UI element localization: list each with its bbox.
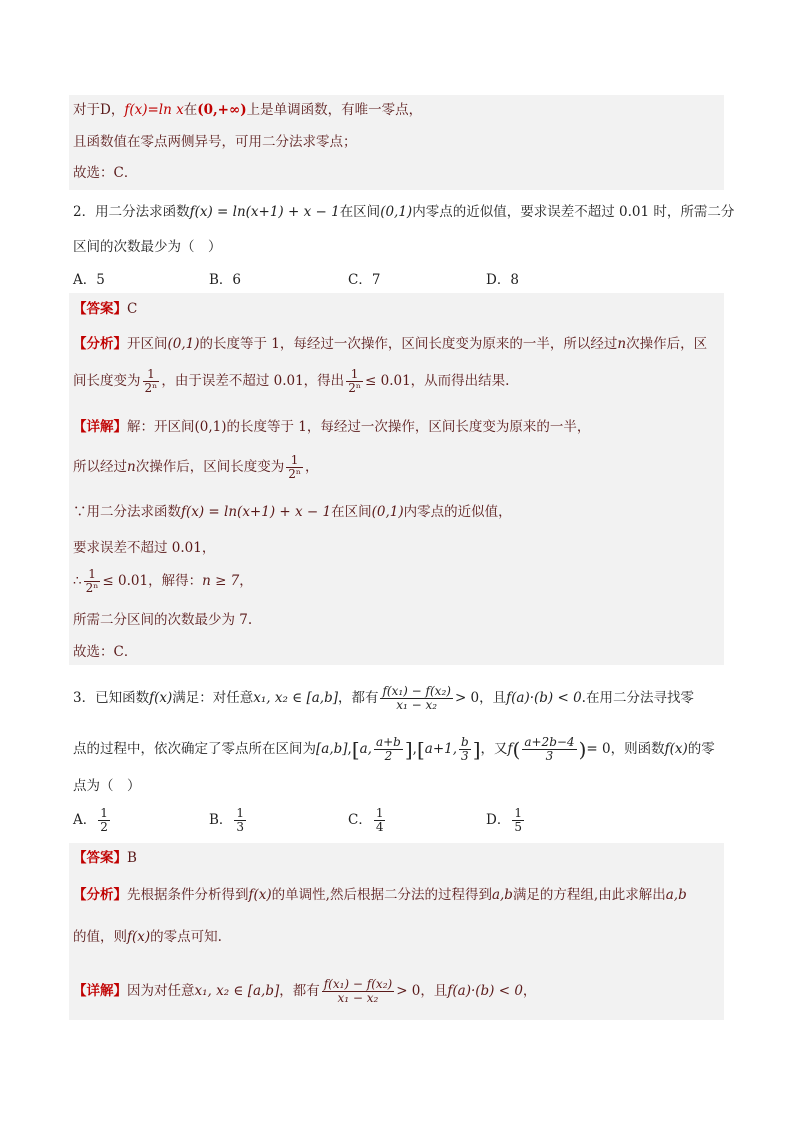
q2-detail-6: 所需二分区间的次数最少为 7. [73,612,253,628]
q3-option-c: C． $\frac{1}{4}$ [348,806,384,834]
q2-detail-2: 所以经过n次操作后，区间长度变为 $\frac{1}{\text{2ⁿ}}$ ， [73,453,319,481]
q2-detail-3: ∵用二分法求函数f(x) = ln(x+1) + x − 1在区间(0,1)内零点的近似值， [73,504,512,520]
q1-answer: 故选：C． [73,165,138,181]
q2-final: 故选：C． [73,644,138,660]
q3-stem-2: 点的过程中，依次确定了零点所在区间为[a,b],[a, $\frac{a+b}{2}$ ],[a+1, $\frac{b}{3}$ ]，又f( $\frac{a+2b-4}{3}$ )= 0，则函数f(x)的零 [73,735,715,763]
q1-line-1: 对于D，f(x)=ln x在(0,+∞)上是单调函数，有唯一零点， [73,102,423,118]
q3-option-a: A． $\frac{1}{2}$ [73,806,108,834]
q3-analysis-2: 的值，则f(x)的零点可知. [73,929,222,945]
q3-stem-1: 3．已知函数f(x)满足：对任意x₁, x₂ ∈ [a,b]，都有 $\frac{\text{f(x₁) − f(x₂)}}{\text{x₁ − x₂}}$ > 0，且f(a)·(b) < 0.在用二分法寻找零 [73,684,694,712]
q3-detail-1: 【详解】因为对任意x₁, x₂ ∈ [a,b]，都有 $\frac{\text{f(x₁) − f(x₂)}}{\text{x₁ − x₂}}$ > 0，且f(a)·(b) < 0， [73,977,537,1005]
q2-stem-2: 区间的次数最少为（ ） [73,239,222,255]
fraction: $\frac{b}{3}$ [461,735,469,763]
q3-option-d: D． $\frac{1}{5}$ [486,806,522,834]
fraction: $\frac{1}{\text{2ⁿ}}$ [144,367,158,395]
fraction: $\frac{1}{\text{2ⁿ}}$ [288,453,302,481]
q3-analysis-1: 【分析】先根据条件分析得到f(x)的单调性,然后根据二分法的过程得到a,b满足的方程组,由此求解出a,b [73,887,687,903]
fraction: $\frac{1}{\text{2ⁿ}}$ [85,567,99,595]
q2-option-d: D．8 [486,272,519,288]
q2-option-a: A．5 [73,272,105,288]
q2-detail-1: 【详解】解：开区间(0,1)的长度等于 1，每经过一次操作，区间长度变为原来的一半， [73,419,591,435]
q3-stem-3: 点为（ ） [73,778,141,794]
fraction: $\frac{\text{f(x₁) − f(x₂)}}{\text{x₁ − x₂}}$ [382,684,451,712]
fraction: $\frac{a+2b-4}{3}$ [524,735,575,763]
fraction: $\frac{\text{f(x₁) − f(x₂)}}{\text{x₁ − x₂}}$ [323,977,393,1005]
q2-detail-4: 要求误差不超过 0.01， [73,540,216,556]
q1-line-2: 且函数值在零点两侧异号，可用二分法求零点； [73,134,357,150]
fraction: $\frac{1}{\text{2ⁿ}}$ [348,367,362,395]
q2-detail-5: ∴ $\frac{1}{\text{2ⁿ}}$ ≤ 0.01，解得：n ≥ 7， [73,567,253,595]
q3-answer: 【答案】B [73,850,137,866]
fraction: $\frac{a+b}{2}$ [375,735,401,763]
q3-option-b: B． $\frac{1}{3}$ [209,806,245,834]
q2-analysis-2: 间长度变为 $\frac{1}{\text{2ⁿ}}$ ，由于误差不超过 0.01，得出 $\frac{1}{\text{2ⁿ}}$ ≤ 0.01，从而得出结果. [73,367,510,395]
q2-answer: 【答案】C [73,301,138,317]
q2-stem-1: 2．用二分法求函数f(x) = ln(x+1) + x − 1在区间(0,1)内零点的近似值，要求误差不超过 0.01 时，所需二分 [73,204,735,220]
q2-option-c: C．7 [348,272,381,288]
q2-option-b: B．6 [209,272,242,288]
q2-analysis-1: 【分析】开区间(0,1)的长度等于 1，每经过一次操作，区间长度变为原来的一半，所以经过n次操作后，区 [73,336,708,352]
